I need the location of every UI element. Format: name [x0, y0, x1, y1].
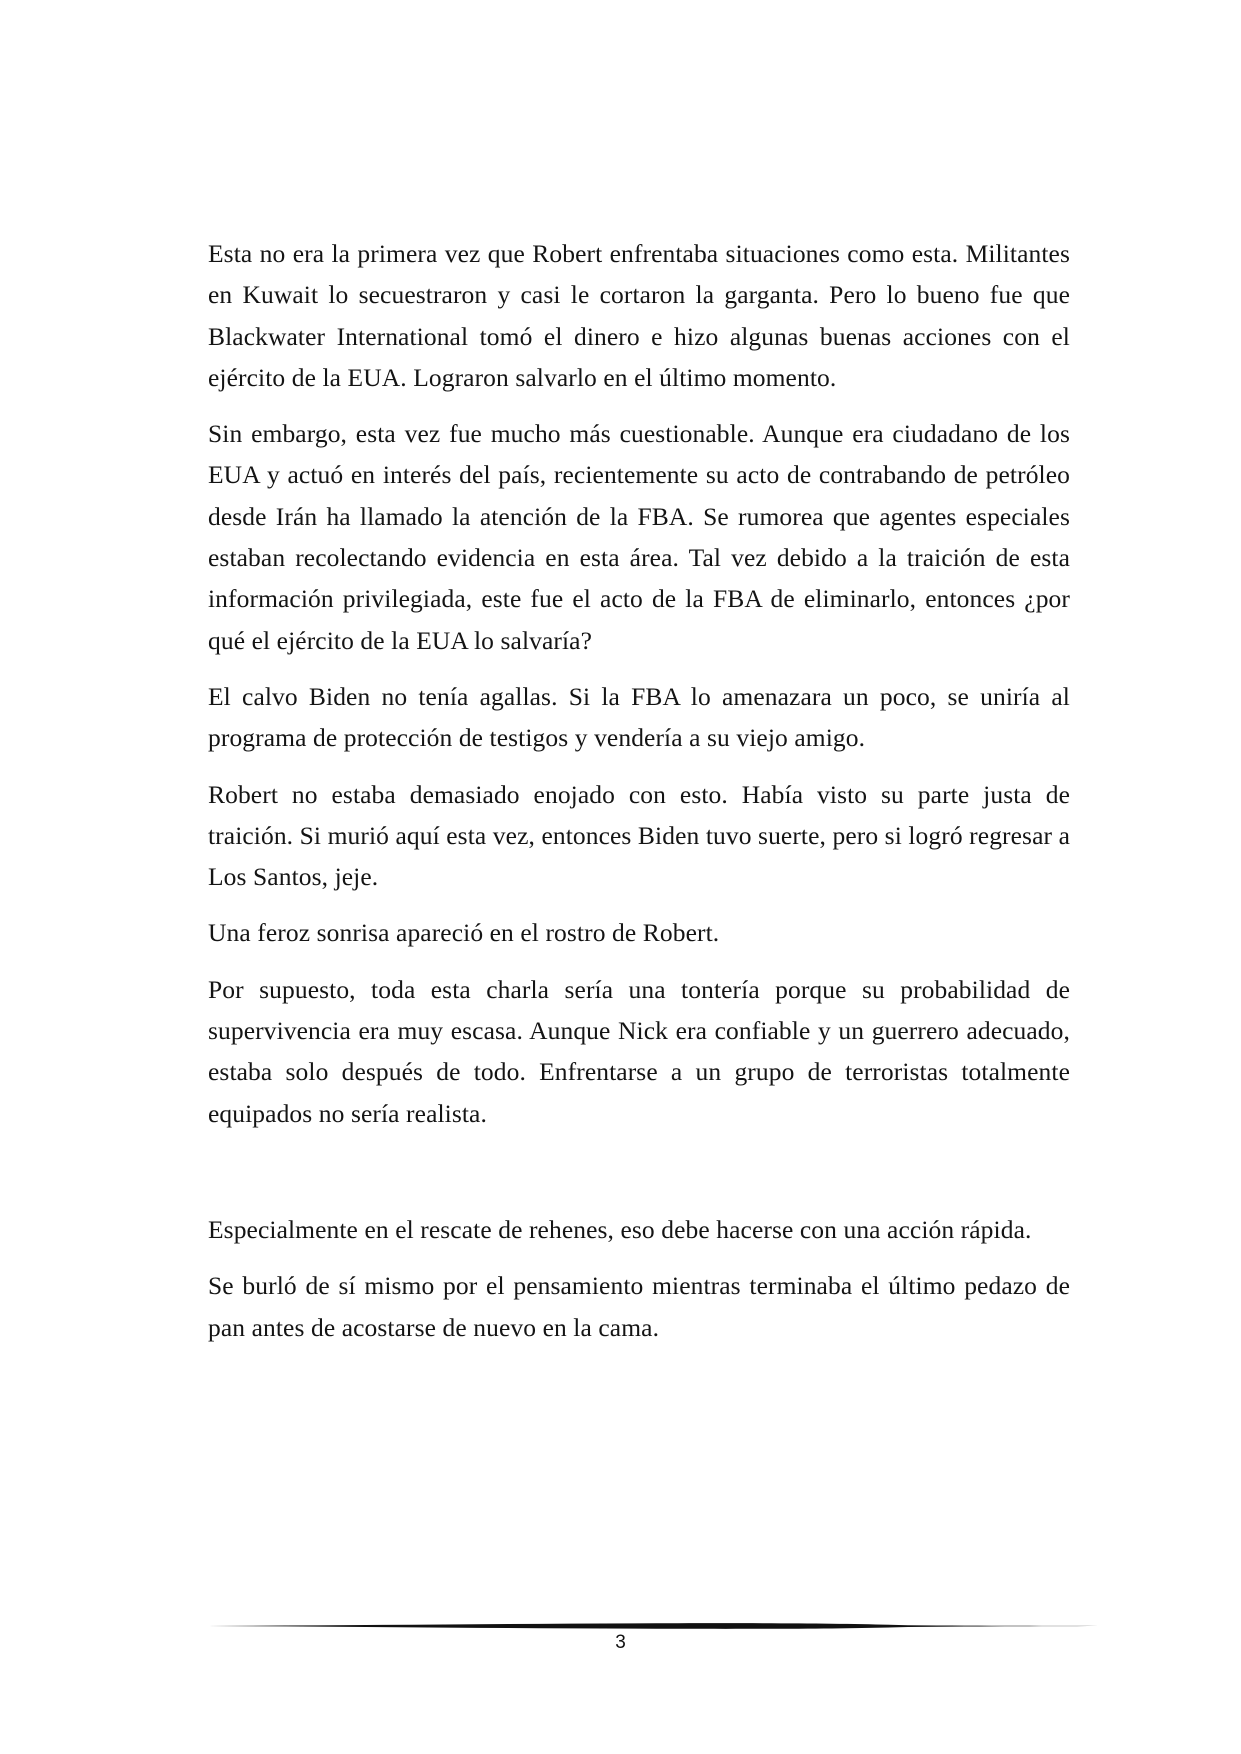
chapter-body — [208, 233, 1070, 1363]
paragraph-4: Robert no estaba demasiado enojado con esto. Había visto su parte justa de traición. Si murió aquí esta vez, entonces Biden tuvo suerte, pero si logró regresar a Los Santos, jeje. — [208, 779, 1070, 892]
footer-divider — [208, 1620, 1108, 1632]
paragraph-8: Se burló de sí mismo por el pensamiento mientras terminaba el último pedazo de pan antes de acostarse de nuevo en la cama. — [208, 1271, 1070, 1342]
paragraph-6: Por supuesto, toda esta charla sería una tontería porque su probabilidad de supervivencia era muy escasa. Aunque Nick era confiable y un guerrero adecuado, estaba solo después de todo. Enfrentarse a un grupo de terroristas totalmente equipados no sería realista. — [208, 974, 1070, 1128]
paragraph-3: El calvo Biden no tenía agallas. Si la FBA lo amenazara un poco, se uniría al programa de protección de testigos y vendería a su viejo amigo. — [208, 681, 1070, 753]
paragraph-5: Una feroz sonrisa apareció en el rostro de Robert. — [208, 918, 720, 948]
page-number: 3 — [615, 1632, 626, 1653]
paragraph-2: Sin embargo, esta vez fue mucho más cuestionable. Aunque era ciudadano de los EUA y actuó en interés del país, recientemente su acto de contrabando de petróleo desde Irán ha llamado la atención de la FBA. Se rumorea que agentes especiales estaban recolectando evidencia en esta área. Tal vez debido a la traición de esta información privilegiada, este fue el acto de la FBA de eliminarlo, entonces ¿por qué el ejército de la EUA lo salvaría? — [208, 419, 1070, 655]
paragraph-7: Especialmente en el rescate de rehenes, eso debe hacerse con una acción rápida. — [208, 1214, 1032, 1244]
paragraph-1: Esta no era la primera vez que Robert enfrentaba situaciones como esta. Militantes en Kuwait lo secuestraron y casi le cortaron la garganta. Pero lo bueno fue que Blackwater International tomó el dinero e hizo algunas buenas acciones con el ejército de la EUA. Lograron salvarlo en el último momento. — [208, 239, 1070, 392]
